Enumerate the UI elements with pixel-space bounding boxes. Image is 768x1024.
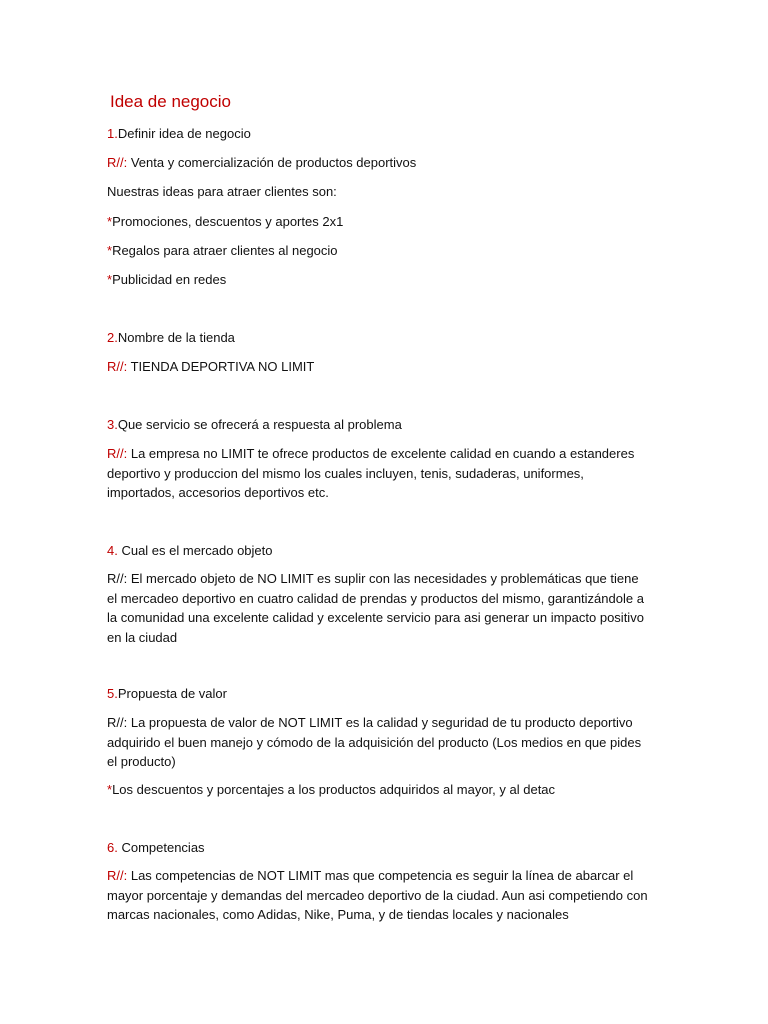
section-1-heading: [107, 124, 251, 143]
bullet-star: *: [107, 214, 113, 229]
section-3-number: 3.: [107, 417, 118, 432]
section-5-bullet: [107, 780, 555, 799]
section-1-bullet-3: [107, 270, 226, 289]
section-3-answer-text: La empresa no LIMIT te ofrece productos de excelente calidad en cuando a estanderes deportivo y produccion del mismo los cuales incluyen, tenis, sudaderas, uniformes, importados, accesorios deportivos etc.: [107, 446, 635, 500]
section-1-answer: [107, 153, 416, 172]
section-4-heading: [107, 541, 273, 560]
section-1-heading-text: Definir idea de negocio: [117, 126, 251, 141]
section-5-heading: [107, 684, 227, 703]
section-2-answer-label: R//:: [107, 359, 128, 374]
bullet-star: *: [107, 782, 113, 797]
section-2-heading-text: Nombre de la tienda: [117, 330, 235, 345]
document-title: Idea de negocio: [110, 92, 231, 111]
section-3-heading-text: Que servicio se ofrecerá a respuesta al problema: [117, 417, 402, 432]
bullet-text: Promociones, descuentos y aportes 2x1: [112, 214, 344, 229]
section-3-answer-label: R//:: [107, 446, 128, 461]
section-1-number: 1.: [107, 126, 118, 141]
section-6-answer-text: Las competencias de NOT LIMIT mas que competencia es seguir la línea de abarcar el mayor porcentaje y demandas del mercadeo deportivo de la ciudad. Aun asi competiendo con marcas nacionales, como Adidas, Nike, Puma, y de tiendas locales y nacionales: [107, 868, 648, 922]
section-6-heading-text: Competencias: [117, 840, 205, 855]
section-1-intro: Nuestras ideas para atraer clientes son:: [107, 184, 337, 199]
section-2-number: 2.: [107, 330, 118, 345]
section-4-number: 4.: [107, 543, 118, 558]
bullet-text: Los descuentos y porcentajes a los productos adquiridos al mayor, y al detac: [112, 782, 556, 797]
section-6-number: 6.: [107, 840, 118, 855]
section-2-answer: [107, 357, 314, 376]
section-3-heading: [107, 415, 402, 434]
section-1-bullet-1: [107, 212, 343, 231]
section-5-answer: R//: La propuesta de valor de NOT LIMIT es la calidad y seguridad de tu producto deportivo adquirido el buen manejo y cómodo de la adquisición del producto (Los medios en que pides el producto): [107, 715, 642, 769]
section-5-heading-text: Propuesta de valor: [117, 686, 227, 701]
section-2-heading: [107, 328, 235, 347]
section-4-heading-text: Cual es el mercado objeto: [117, 543, 273, 558]
section-6-heading: [107, 838, 205, 857]
section-3-answer: [107, 444, 652, 503]
section-4-answer: R//: El mercado objeto de NO LIMIT es suplir con las necesidades y problemáticas que tiene el mercadeo deportivo en cuatro calidad de prendas y productos del mismo, garantizándole a la comunidad una excelente calidad y excelente servicio para asi generar un impacto positivo en la ciudad: [107, 571, 644, 645]
bullet-star: *: [107, 243, 113, 258]
section-5-number: 5.: [107, 686, 118, 701]
section-6-answer-label: R//:: [107, 868, 128, 883]
bullet-star: *: [107, 272, 113, 287]
section-1-answer-label: R//:: [107, 155, 128, 170]
section-1-bullet-2: [107, 241, 338, 260]
section-6-answer: [107, 866, 652, 925]
section-1-answer-text: Venta y comercialización de productos deportivos: [127, 155, 417, 170]
section-2-answer-text: TIENDA DEPORTIVA NO LIMIT: [127, 359, 315, 374]
bullet-text: Regalos para atraer clientes al negocio: [112, 243, 338, 258]
bullet-text: Publicidad en redes: [112, 272, 227, 287]
